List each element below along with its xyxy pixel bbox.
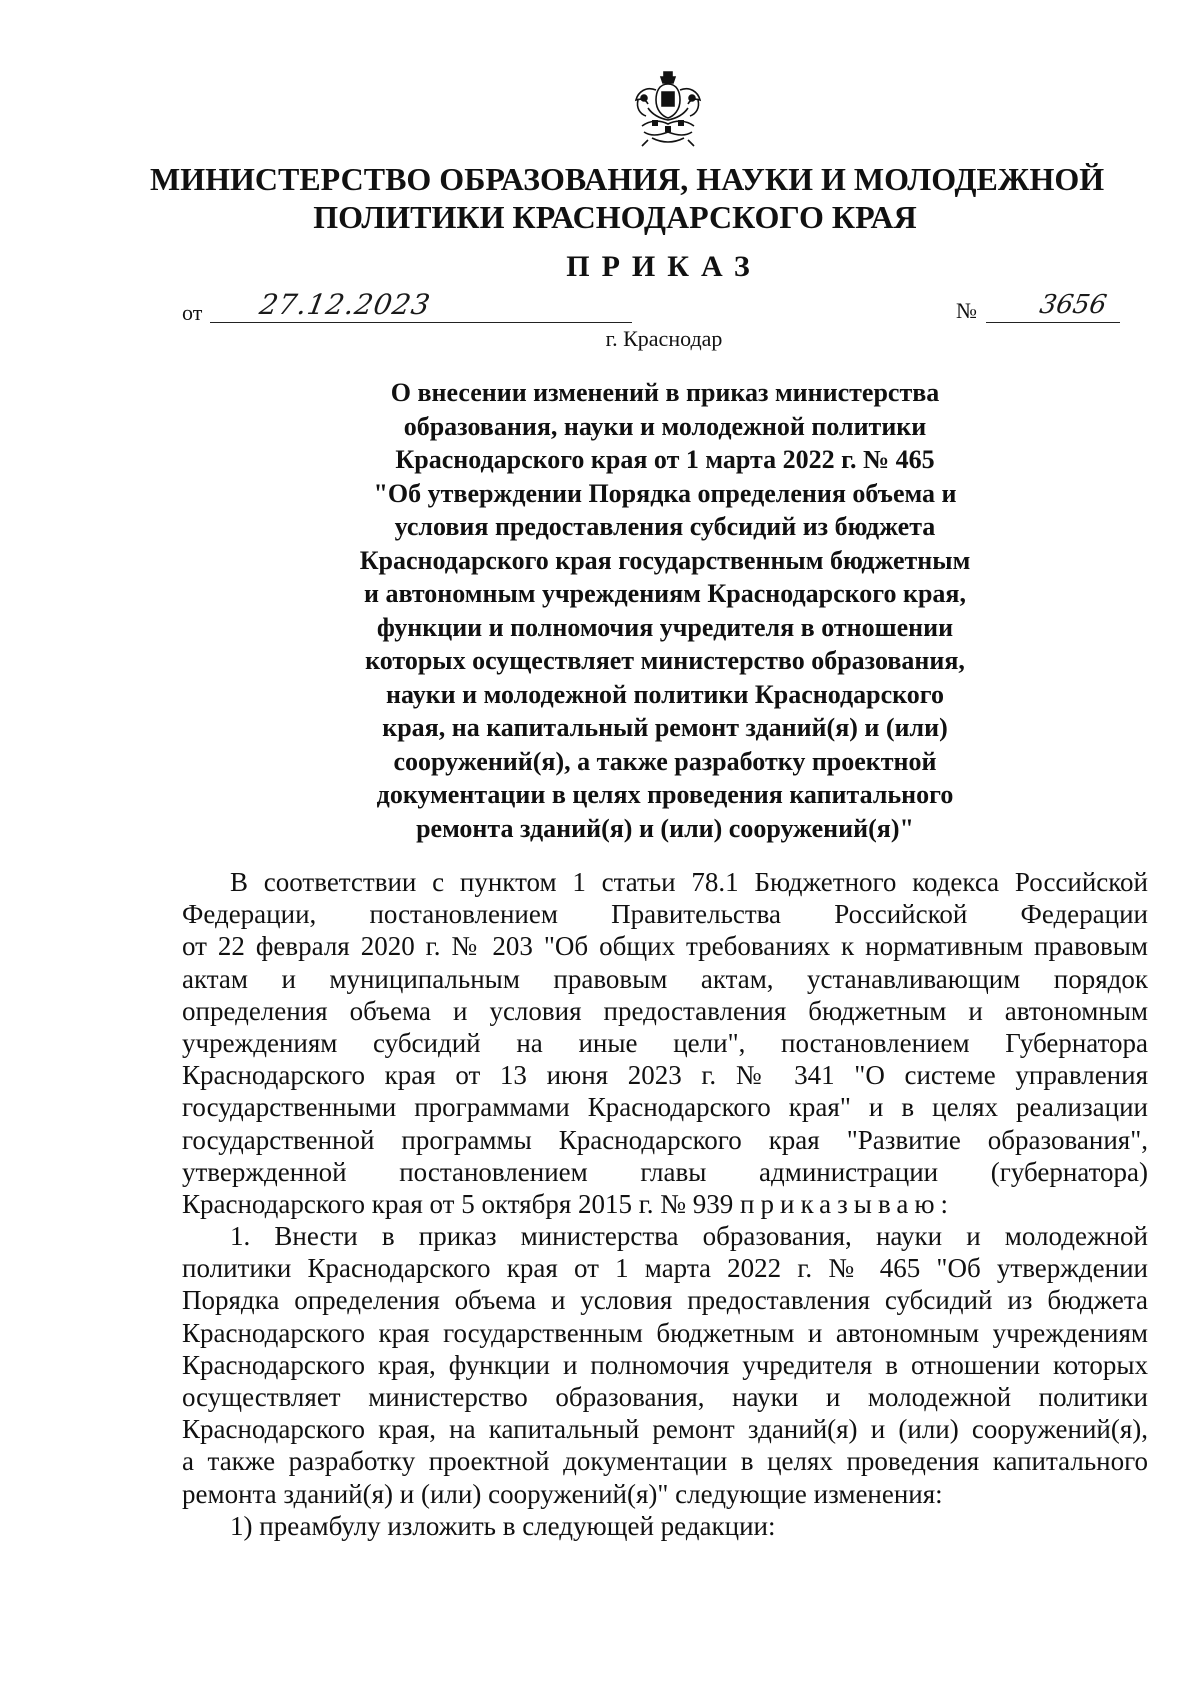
subject-line: Краснодарского края государственным бюджетным [359, 545, 971, 575]
body-line: Порядка определения объема и условия предоставления субсидий из бюджета [182, 1285, 1148, 1316]
body-line: политики Краснодарского края от 1 марта 2022 г. № 465 "Об утверждении [182, 1253, 1148, 1284]
ministry-line-2: ПОЛИТИКИ КРАСНОДАРСКОГО КРАЯ [313, 199, 917, 235]
body-line: определения объема и условия предоставления бюджетным и автономным [182, 995, 1148, 1026]
body-line: Краснодарского края, на капитальный ремонт зданий(я) и (или) сооружений(я), [182, 1414, 1148, 1445]
subject-line: условия предоставления субсидий из бюджета [394, 512, 936, 541]
body-line: государственной программы Краснодарского края "Развитие образования", [182, 1124, 1148, 1155]
subject-line: образования, науки и молодежной политики [403, 411, 927, 441]
coat-of-arms-icon [630, 68, 706, 150]
subject-line: О внесении изменений в приказ министерства [390, 378, 940, 407]
subject-line: документации в целях проведения капитального [376, 780, 954, 809]
body-line: от 22 февраля 2020 г. № 203 "Об общих требованиях к нормативным правовым [182, 931, 1148, 962]
body-line: Краснодарского края от 13 июня 2023 г. № 341 "О системе управления [182, 1060, 1148, 1091]
body-line: Краснодарского края, функции и полномочия учредителя в отношении которых [182, 1349, 1148, 1380]
from-label: от [182, 300, 203, 325]
body-line: а также разработку проектной документации в целях проведения капитального [182, 1446, 1148, 1477]
number-label: № [956, 298, 977, 323]
subject-line: "Об утверждении Порядка определения объема и [373, 478, 957, 508]
body-line: учреждениям субсидий на иные цели", постановлением Губернатора [182, 1027, 1148, 1058]
order-verb: приказываю: [740, 1188, 954, 1219]
body-line-order-word [182, 1188, 1148, 1220]
handwritten-number: 3656 [1037, 290, 1109, 320]
body-line: 1. Внести в приказ министерства образования, науки и молодежной [230, 1221, 1148, 1252]
subject-line: и автономным учреждениям Краснодарского края, [364, 579, 966, 608]
body-line: Федерации, постановлением Правительства Российской Федерации [182, 899, 1148, 930]
body-line: ремонта зданий(я) и (или) сооружений(я)" следующие изменения: [182, 1478, 943, 1509]
date-underline [210, 322, 632, 323]
subject-line: которых осуществляет министерство образования, [365, 646, 965, 675]
order-title: ПРИКАЗ [566, 250, 762, 283]
order-subject [250, 376, 1080, 845]
body-line: государственными программами Краснодарского края" и в целях реализации [182, 1092, 1148, 1123]
body-line: В соответствии с пунктом 1 статьи 78.1 Бюджетного кодекса Российской [230, 867, 1148, 897]
subject-line: ремонта зданий(я) и (или) сооружений(я)" [416, 813, 914, 843]
subject-line: сооружений(я), а также разработку проектной [393, 746, 937, 776]
city: г. Краснодар [605, 326, 723, 351]
ministry-name [150, 160, 1105, 236]
subject-line: края, на капитальный ремонт зданий(я) и (или) [382, 713, 948, 742]
body-line: 1) преамбулу изложить в следующей редакции: [230, 1510, 776, 1541]
body-text-fragment: Краснодарского края от 5 октября 2015 г. № 939 [182, 1188, 734, 1219]
body-line: актам и муниципальным правовым актам, устанавливающим порядок [182, 963, 1148, 994]
body-line: осуществляет министерство образования, науки и молодежной политики [182, 1382, 1148, 1412]
body-line: утвержденной постановлением главы администрации (губернатора) [182, 1156, 1148, 1187]
number-underline [986, 322, 1120, 323]
ministry-line-1: МИНИСТЕРСТВО ОБРАЗОВАНИЯ, НАУКИ И МОЛОДЕЖНОЙ [150, 161, 1105, 197]
subject-line: науки и молодежной политики Краснодарского [386, 679, 944, 709]
body-line: Краснодарского края государственным бюджетным и автономным учреждениям [182, 1317, 1148, 1348]
order-body [182, 866, 1148, 1542]
subject-line: функции и полномочия учредителя в отношении [376, 612, 954, 642]
handwritten-date: 27.12.2023 [257, 288, 434, 321]
subject-line: Краснодарского края от 1 марта 2022 г. № 465 [395, 445, 935, 474]
